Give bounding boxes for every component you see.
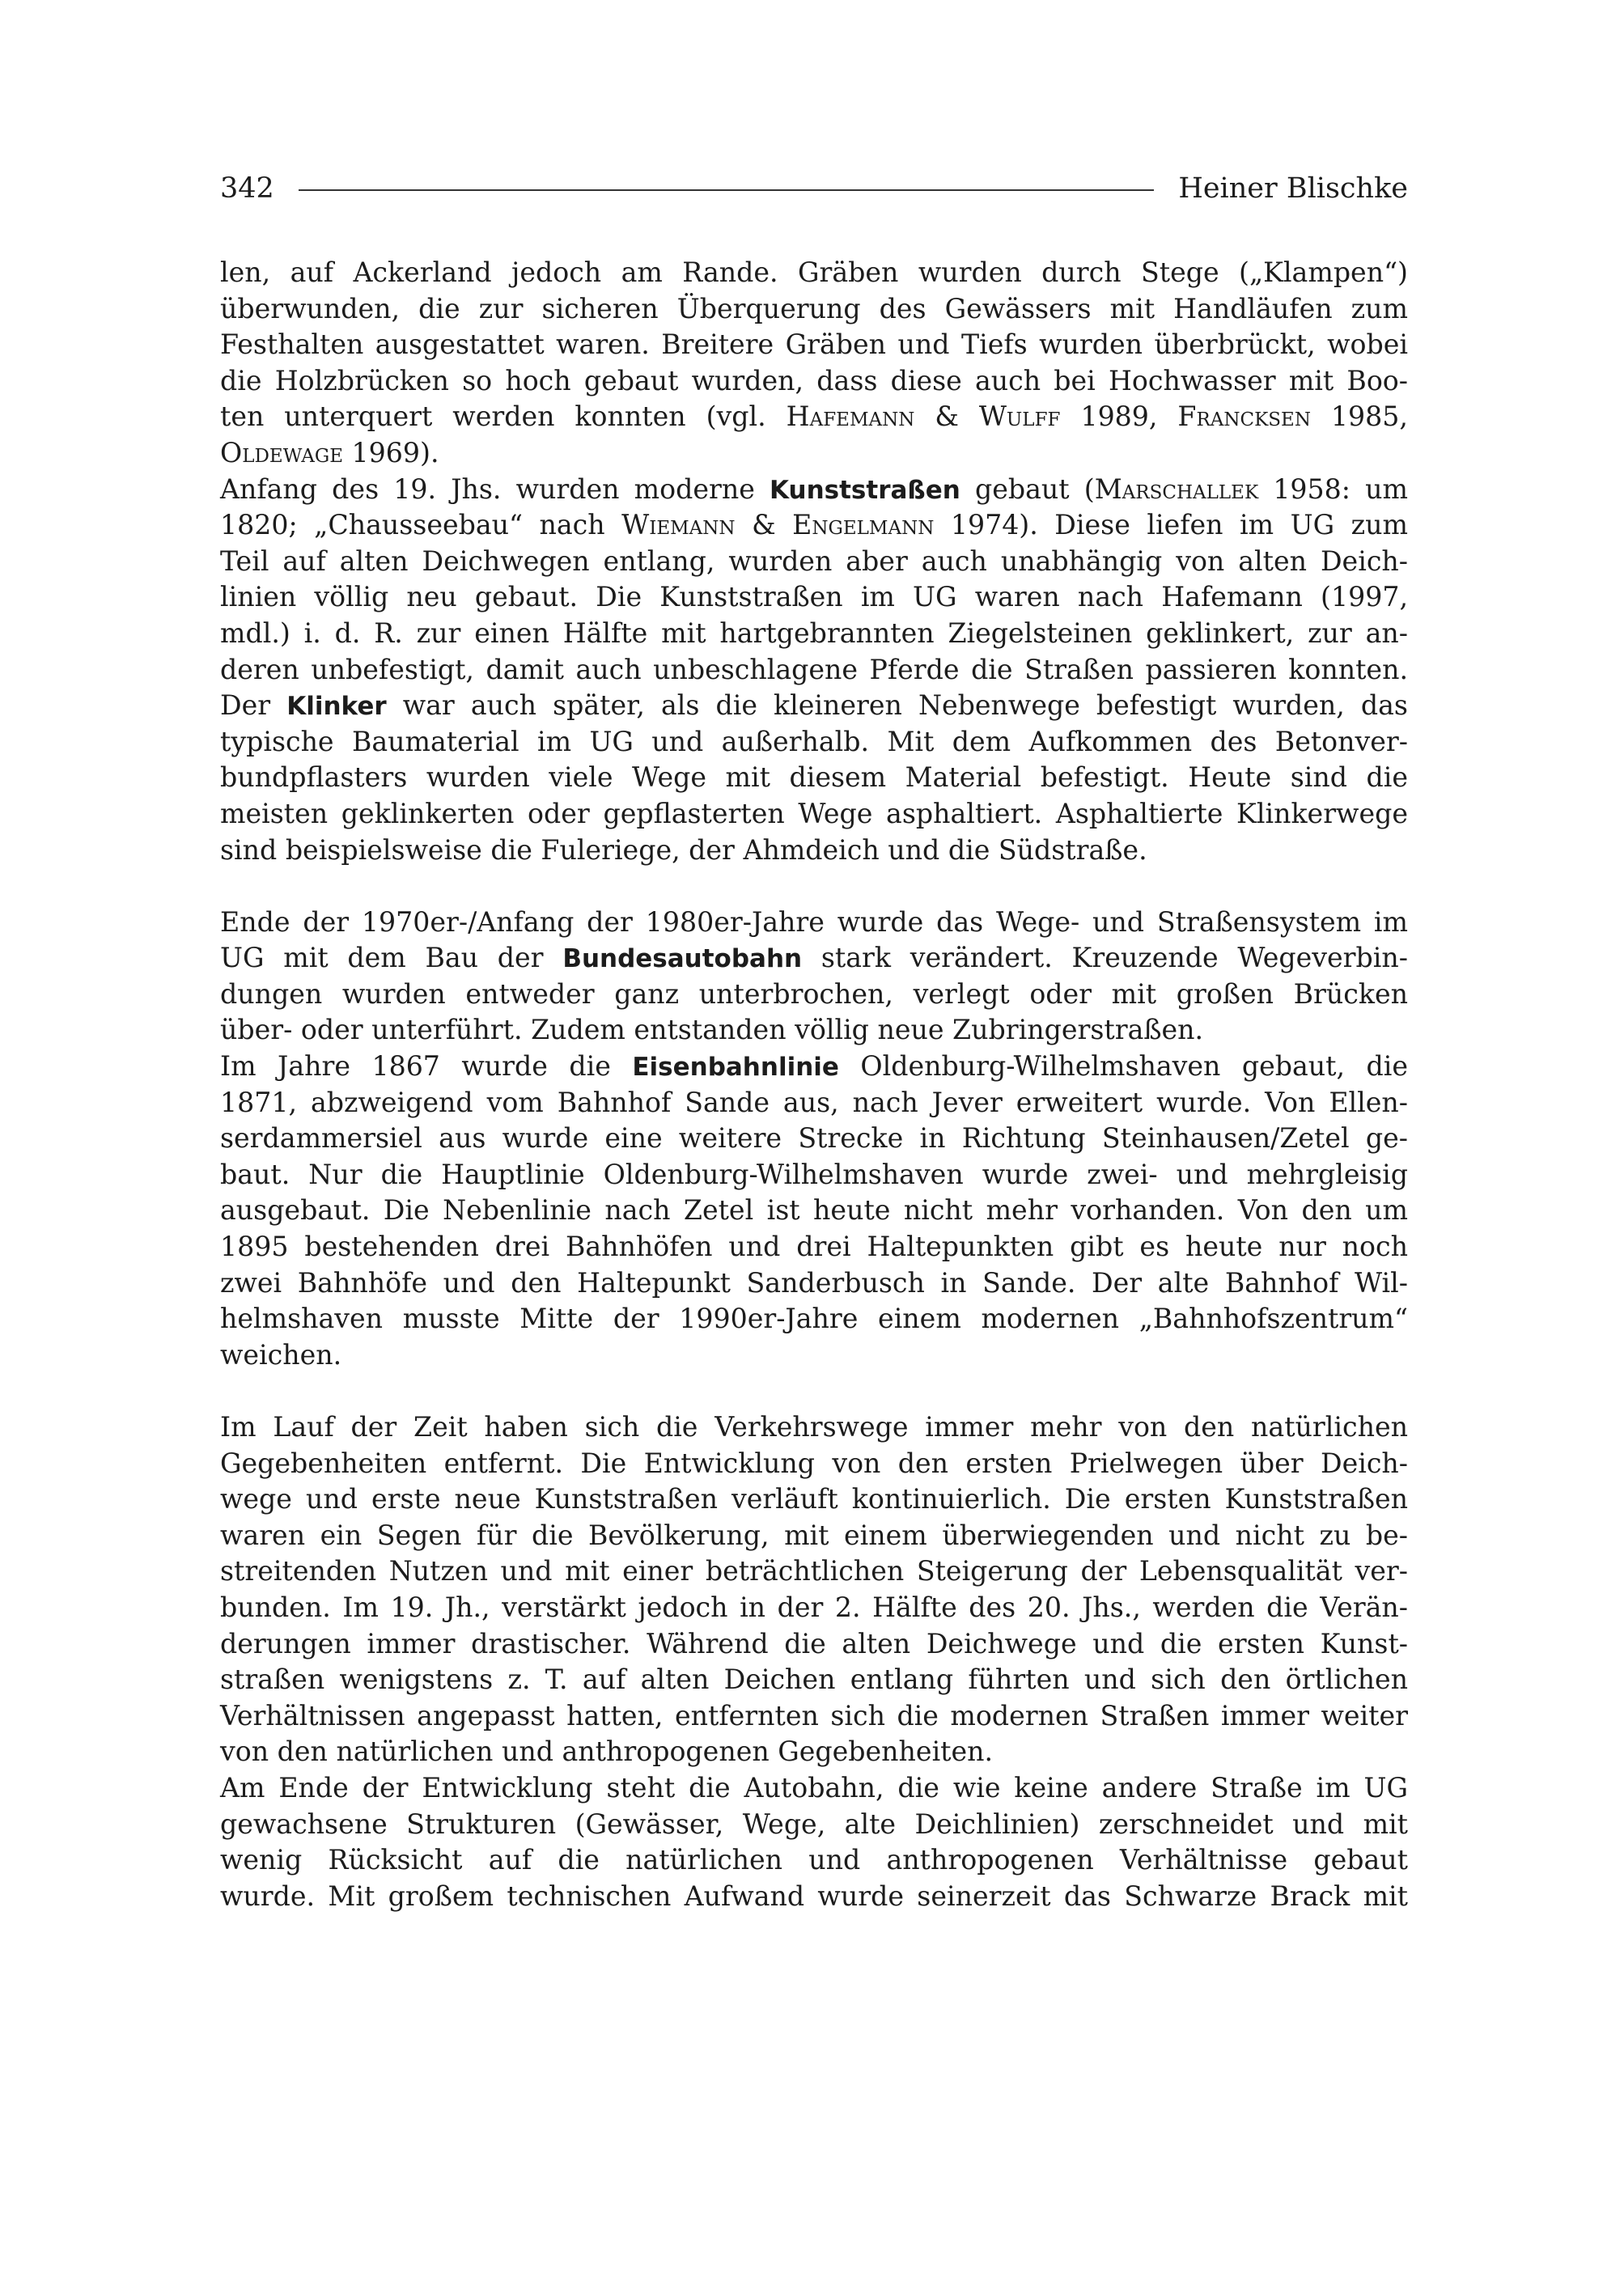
running-head-author: Heiner Blischke <box>1178 172 1408 205</box>
text-line <box>220 399 1408 435</box>
text-line: überwunden, die zur sicheren Überquerung des Gewässers mit Handläufen zum <box>220 292 1408 324</box>
text-span: Der <box>220 689 271 722</box>
text-line <box>220 507 1408 544</box>
citation-author: Francksen <box>1177 401 1311 433</box>
keyword: Eisenbahnlinie <box>632 1053 839 1083</box>
text-line: straßen wenigstens z. T. auf alten Deichen entlang führten und sich den örtlichen <box>220 1664 1408 1696</box>
text-span: 1985, <box>1330 401 1408 433</box>
text-span: UG mit dem Bau der <box>220 942 544 974</box>
text-line: bunden. Im 19. Jh., verstärkt jedoch in der 2. Hälfte des 20. Jhs., werden die Verän- <box>220 1591 1408 1623</box>
header-rule <box>299 189 1155 191</box>
text-line: zwei Bahnhöfe und den Haltepunkt Sanderbusch in Sande. Der alte Bahnhof Wil- <box>220 1266 1408 1299</box>
text-line: über- oder unterführt. Zudem entstanden völlig neue Zubringerstraßen. <box>220 1014 1204 1046</box>
text-line: ausgebaut. Die Nebenlinie nach Zetel ist heute nicht mehr vorhanden. Von den um <box>220 1194 1408 1227</box>
paragraph-gap <box>220 1373 1408 1409</box>
keyword: Klinker <box>286 692 387 722</box>
text-span: war auch später, als die kleineren Nebenwege befestigt wurden, das <box>402 689 1408 722</box>
text-line: streitenden Nutzen und mit einer beträchtlichen Steigerung der Lebensqualität ver- <box>220 1555 1408 1587</box>
text-span: Anfang des 19. Jhs. wurden moderne <box>220 473 755 505</box>
page-number: 342 <box>220 172 274 205</box>
text-span: 1969). <box>351 436 439 468</box>
text-line: baut. Nur die Hauptlinie Oldenburg-Wilhelmshaven wurde zwei- und mehrgleisig <box>220 1158 1408 1190</box>
paragraph <box>220 905 1408 1374</box>
text-line: 1895 bestehenden drei Bahnhöfen und drei Haltepunkten gibt es heute nur noch <box>220 1231 1408 1263</box>
paragraph <box>220 472 1408 869</box>
citation-author: Hafemann <box>786 401 915 433</box>
text-line: mdl.) i. d. R. zur einen Hälfte mit hartgebrannten Ziegelsteinen geklinkert, zur an- <box>220 617 1408 649</box>
text-span: gebaut ( <box>974 473 1095 505</box>
text-span: stark verändert. Kreuzende Wegeverbin- <box>820 942 1408 974</box>
text-line: wenig Rücksicht auf die natürlichen und anthropogenen Verhältnisse gebaut <box>220 1844 1408 1876</box>
text-line: Teil auf alten Deichwegen entlang, wurden aber auch unabhängig von alten Deich- <box>220 545 1408 577</box>
body-text <box>220 255 1408 1914</box>
keyword: Bundesautobahn <box>562 944 803 974</box>
text-line: 1871, abzweigend vom Bahnhof Sande aus, nach Jever erweitert wurde. Von Ellen- <box>220 1086 1408 1118</box>
text-line: Verhältnissen angepasst hatten, entfernten sich die modernen Straßen immer weiter <box>220 1699 1408 1731</box>
text-line <box>220 940 1408 977</box>
citation-author: Wiemann <box>621 509 736 541</box>
text-span: 1820; „Chausseebau“ nach <box>220 509 605 541</box>
text-line: linien völlig neu gebaut. Die Kunststraßen im UG waren nach Hafemann (1997, <box>220 581 1408 613</box>
text-span: Oldenburg-Wilhelmshaven gebaut, die <box>860 1050 1408 1083</box>
text-span: Im Jahre 1867 wurde die <box>220 1050 611 1083</box>
text-line <box>220 688 1408 724</box>
text-line: Am Ende der Entwicklung steht die Autobahn, die wie keine andere Straße im UG <box>220 1771 1408 1803</box>
text-span: & <box>935 401 959 433</box>
text-span: 1989, <box>1080 401 1158 433</box>
text-line: bundpflasters wurden viele Wege mit diesem Material befestigt. Heute sind die <box>220 761 1408 794</box>
page-header <box>220 168 1408 209</box>
text-line: die Holzbrücken so hoch gebaut wurden, dass diese auch bei Hochwasser mit Boo- <box>220 364 1408 396</box>
text-line: dungen wurden entweder ganz unterbrochen, verlegt oder mit großen Brücken <box>220 977 1408 1010</box>
text-line: serdammersiel aus wurde eine weitere Strecke in Richtung Steinhausen/Zetel ge- <box>220 1122 1408 1155</box>
text-line: sind beispielsweise die Fuleriege, der Ahmdeich und die Südstraße. <box>220 833 1147 866</box>
paragraph <box>220 1409 1408 1914</box>
text-line: weichen. <box>220 1338 342 1371</box>
text-line: wurde. Mit großem technischen Aufwand wurde seinerzeit das Schwarze Brack mit <box>220 1880 1408 1912</box>
text-line: deren unbefestigt, damit auch unbeschlagene Pferde die Straßen passieren konnten. <box>220 653 1408 685</box>
citation-author: Wulff <box>978 401 1061 433</box>
text-line: meisten geklinkerten oder gepflasterten Wege asphaltiert. Asphaltierte Klinkerwege <box>220 797 1408 829</box>
keyword: Kunststraßen <box>770 475 960 505</box>
text-line: waren ein Segen für die Bevölkerung, mit einem überwiegenden und nicht zu be- <box>220 1519 1408 1551</box>
text-line: wege und erste neue Kunststraßen verläuft kontinuierlich. Die ersten Kunststraßen <box>220 1483 1408 1515</box>
text-line: Ende der 1970er-/Anfang der 1980er-Jahre wurde das Wege- und Straßensystem im <box>220 905 1408 938</box>
paragraph-gap <box>220 868 1408 905</box>
text-span: 1974). Diese liefen im UG zum <box>950 509 1408 541</box>
text-line <box>220 1049 1408 1085</box>
text-span: ten unterquert werden konnten (vgl. <box>220 401 766 433</box>
text-line: Festhalten ausgestattet waren. Breitere Gräben und Tiefs wurden überbrückt, wobei <box>220 328 1408 361</box>
text-span: & <box>752 509 776 541</box>
text-line <box>220 472 1408 508</box>
text-line: len, auf Ackerland jedoch am Rande. Gräben wurden durch Stege („Klampen“) <box>220 256 1408 288</box>
paragraph <box>220 255 1408 472</box>
text-line: gewachsene Strukturen (Gewässer, Wege, alte Deichlinien) zerschneidet und mit <box>220 1808 1408 1840</box>
text-span: 1958: um <box>1273 473 1408 505</box>
text-line: Im Lauf der Zeit haben sich die Verkehrswege immer mehr von den natürlichen <box>220 1411 1408 1443</box>
text-line: typische Baumaterial im UG und außerhalb. Mit dem Aufkommen des Betonver- <box>220 725 1408 757</box>
citation-author: Marschallek <box>1094 473 1259 505</box>
text-line: von den natürlichen und anthropogenen Gegebenheiten. <box>220 1736 994 1768</box>
citation-author: Engelmann <box>792 509 935 541</box>
text-line: Gegebenheiten entfernt. Die Entwicklung von den ersten Prielwegen über Deich- <box>220 1447 1408 1479</box>
citation-author: Oldewage <box>220 436 343 468</box>
text-line: helmshaven musste Mitte der 1990er-Jahre einem modernen „Bahnhofszentrum“ <box>220 1303 1408 1335</box>
text-line <box>220 435 1408 472</box>
text-line: derungen immer drastischer. Während die alten Deichwege und die ersten Kunst- <box>220 1627 1408 1659</box>
